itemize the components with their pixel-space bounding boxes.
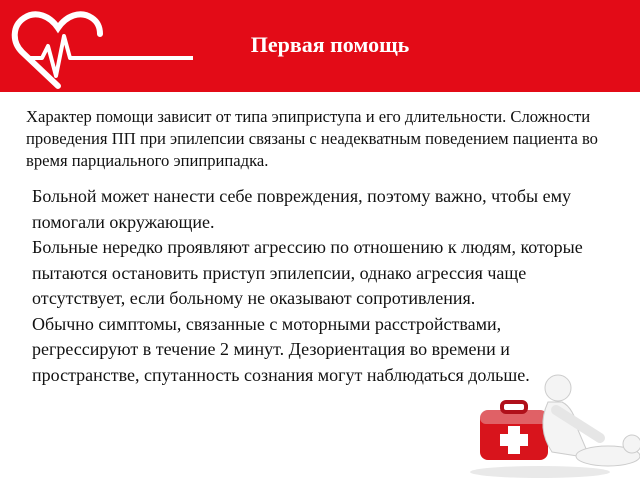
header-banner <box>0 0 640 92</box>
intro-text: Характер помощи зависит от типа эпиприступа и его длительности. Сложности проведения ПП при эпилепсии связаны с неадекватным поведением пациента во время парциального эпиприпадка. <box>26 107 598 170</box>
paragraph-injury: Больной может нанести себе повреждения, поэтому важно, чтобы ему помогали окружающие. <box>32 186 571 232</box>
paragraph-symptoms: Обычно симптомы, связанные с моторными расстройствами, регрессируют в течение 2 минут. Дезориентация во времени и пространстве, спутанность сознания могут наблюдаться дольше. <box>32 313 530 385</box>
paragraph-aggression: Больные нередко проявляют агрессию по отношению к людям, которые пытаются остановить приступ эпилепсии, однако агрессия чаще отсутствует, если больному не оказывают сопротивления. <box>32 237 583 308</box>
page-title: Первая помощь <box>250 32 410 57</box>
heart-pulse-icon <box>8 8 198 90</box>
body-text <box>32 184 607 388</box>
